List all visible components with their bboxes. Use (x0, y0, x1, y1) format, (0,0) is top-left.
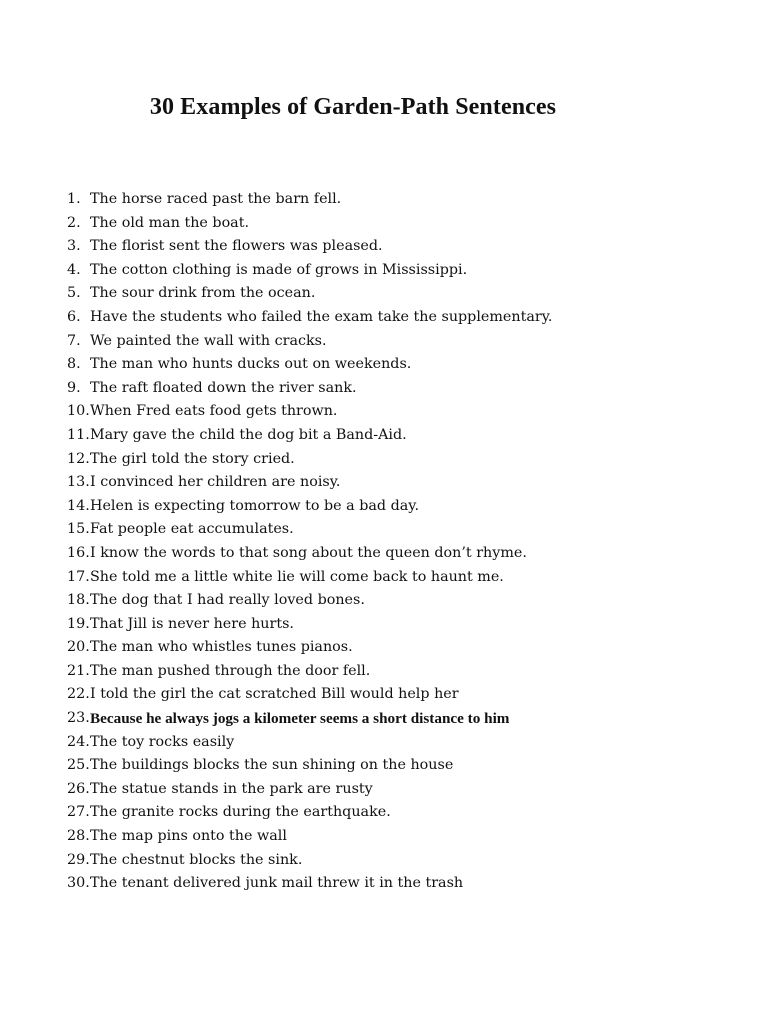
list-item (67, 424, 552, 448)
list-item-text: I convinced her children are noisy. (90, 474, 341, 491)
list-item-number: 17. (67, 568, 90, 585)
list-item-number: 12. (67, 450, 90, 467)
list-item-number: 25. (67, 757, 90, 774)
list-item-number: 27. (67, 804, 90, 821)
list-item-text: We painted the wall with cracks. (90, 332, 327, 349)
list-item (67, 353, 552, 377)
list-item-number: 14. (67, 497, 90, 514)
list-item-text: The man who whistles tunes pianos. (90, 639, 353, 656)
list-item (67, 282, 552, 306)
list-item-number: 5. (67, 285, 81, 302)
list-item (67, 188, 552, 212)
list-item-number: 30. (67, 875, 90, 892)
list-item-number: 3. (67, 238, 81, 255)
list-item-text: The man pushed through the door fell. (90, 662, 371, 679)
list-item-number: 21. (67, 662, 90, 679)
list-item (67, 801, 552, 825)
list-item (67, 613, 552, 637)
list-item-text: The florist sent the flowers was pleased. (90, 238, 383, 255)
list-item-number: 10. (67, 403, 90, 420)
list-item (67, 235, 552, 259)
list-item-number: 24. (67, 733, 90, 750)
list-item-text: I told the girl the cat scratched Bill would help her (90, 686, 459, 703)
list-item (67, 377, 552, 401)
list-item-text: That Jill is never here hurts. (90, 615, 294, 632)
list-item-number: 1. (67, 191, 81, 207)
list-item (67, 542, 552, 566)
list-item-number: 28. (67, 828, 90, 845)
list-item (67, 849, 552, 873)
list-item-number: 6. (67, 308, 81, 325)
list-item (67, 660, 552, 684)
list-item-text: The map pins onto the wall (90, 828, 287, 845)
list-item-text: The statue stands in the park are rusty (90, 780, 373, 797)
list-item (67, 589, 552, 613)
list-item-text: I know the words to that song about the queen don’t rhyme. (90, 544, 527, 561)
list-item-text: The buildings blocks the sun shining on the house (90, 757, 454, 774)
list-item-text: The cotton clothing is made of grows in Mississippi. (90, 261, 468, 278)
list-item (67, 518, 552, 542)
list-item-text: The raft floated down the river sank. (90, 379, 357, 396)
list-item (67, 259, 552, 283)
list-item-text: The man who hunts ducks out on weekends. (90, 356, 412, 373)
list-item-text: The horse raced past the barn fell. (90, 191, 342, 207)
list-item-number: 4. (67, 261, 81, 278)
list-item-text: The girl told the story cried. (90, 450, 295, 467)
list-item (67, 731, 552, 755)
list-item (67, 330, 552, 354)
list-item-text: Mary gave the child the dog bit a Band-Aid. (90, 426, 407, 443)
list-item-number: 19. (67, 615, 90, 632)
list-item-number: 20. (67, 639, 90, 656)
list-item (67, 471, 552, 495)
list-item (67, 306, 552, 330)
list-item (67, 212, 552, 236)
list-item-text: The toy rocks easily (90, 733, 235, 750)
list-item-number: 13. (67, 474, 90, 491)
sentence-list (67, 188, 552, 896)
list-item-text: The old man the boat. (90, 214, 249, 231)
list-item-text: The sour drink from the ocean. (90, 285, 316, 302)
list-item (67, 495, 552, 519)
list-item-text: Fat people eat accumulates. (90, 521, 294, 538)
list-item-number: 15. (67, 521, 90, 538)
list-item (67, 448, 552, 472)
list-item-text: The chestnut blocks the sink. (90, 851, 303, 868)
list-item (67, 566, 552, 590)
list-item-number: 29. (67, 851, 90, 868)
list-item-text: She told me a little white lie will come back to haunt me. (90, 568, 504, 585)
list-item-text: The dog that I had really loved bones. (90, 592, 365, 609)
list-item-number: 9. (67, 379, 81, 396)
list-item (67, 683, 552, 707)
list-item-number: 26. (67, 780, 90, 797)
list-item-number: 22. (67, 686, 90, 703)
list-item (67, 778, 552, 802)
list-item-text: Have the students who failed the exam take the supplementary. (90, 308, 553, 325)
list-item-text: When Fred eats food gets thrown. (90, 403, 338, 420)
list-item-number: 8. (67, 356, 81, 373)
list-item (67, 825, 552, 849)
list-item (67, 400, 552, 424)
list-item-number: 23. (67, 710, 90, 727)
list-item (67, 754, 552, 778)
list-item-text: The granite rocks during the earthquake. (90, 804, 391, 821)
list-item (67, 872, 552, 896)
list-item (67, 636, 552, 660)
list-item-number: 2. (67, 214, 81, 231)
list-item-number: 18. (67, 592, 90, 609)
list-item-text: Because he always jogs a kilometer seems a short distance to him (90, 710, 510, 728)
page-title: 30 Examples of Garden-Path Sentences (149, 94, 557, 120)
list-item-number: 16. (67, 544, 90, 561)
list-item-text: The tenant delivered junk mail threw it in the trash (90, 875, 464, 892)
list-item-number: 11. (67, 426, 90, 443)
list-item-text: Helen is expecting tomorrow to be a bad day. (90, 497, 420, 514)
list-item (67, 707, 552, 731)
list-item-number: 7. (67, 332, 81, 349)
